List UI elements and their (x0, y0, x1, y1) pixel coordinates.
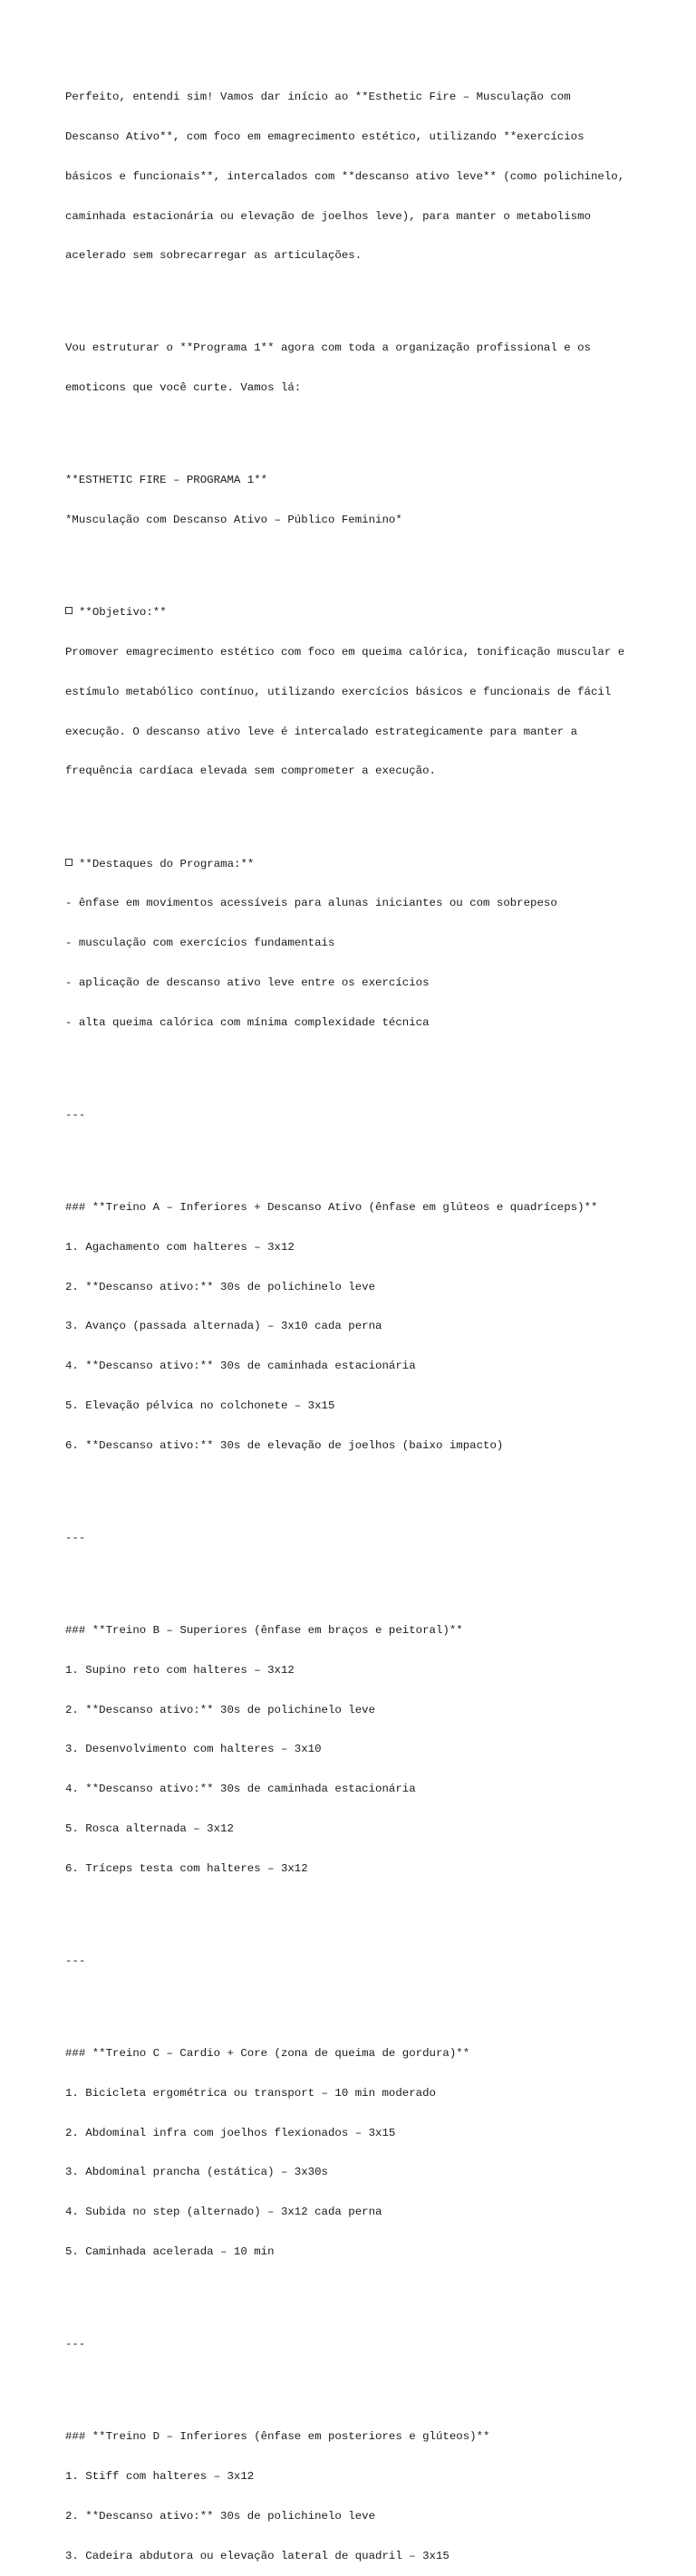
separator: --- (65, 1531, 86, 1544)
objective-heading-line (65, 606, 682, 620)
workout-d-heading: ### **Treino D – Inferiores (ênfase em posteriores e glúteos)** (65, 2430, 490, 2444)
workout-a-item: 2. **Descanso ativo:** 30s de polichinelo leve (65, 1280, 376, 1293)
workout-a-item: 4. **Descanso ativo:** 30s de caminhada estacionária (65, 1360, 416, 1373)
workout-d-item: 3. Cadeira abdutora ou elevação lateral de quadril – 3x15 (65, 2549, 450, 2562)
workout-c-item: 1. Bicicleta ergométrica ou transport – 10 min moderado (65, 2086, 436, 2100)
box-icon (65, 607, 72, 614)
workout-c-item: 5. Caminhada acelerada – 10 min (65, 2244, 275, 2258)
separator: --- (65, 1954, 86, 1967)
highlight-item: - aplicação de descanso ativo leve entre os exercícios (65, 976, 430, 989)
intro-line: acelerado sem sobrecarregar as articulações. (65, 249, 362, 263)
workout-b-item: 2. **Descanso ativo:** 30s de polichinelo leve (65, 1703, 376, 1716)
objective-text-line: execução. O descanso ativo leve é intercalado estrategicamente para manter a (65, 725, 578, 738)
highlights-heading: **Destaques do Programa:** (79, 857, 255, 870)
workout-c-heading: ### **Treino C – Cardio + Core (zona de queima de gordura)** (65, 2047, 470, 2061)
workout-d-item: 2. **Descanso ativo:** 30s de polichinelo leve (65, 2509, 376, 2523)
highlight-item: - alta queima calórica com mínima complexidade técnica (65, 1015, 430, 1029)
plan-intro-line: emoticons que você curte. Vamos lá: (65, 381, 302, 395)
document-body (65, 64, 682, 2576)
plan-intro-line: Vou estruturar o **Programa 1** agora com toda a organização profissional e os (65, 341, 591, 355)
highlight-item: - musculação com exercícios fundamentais (65, 937, 335, 950)
highlights-heading-line (65, 858, 682, 871)
workout-b-item: 4. **Descanso ativo:** 30s de caminhada estacionária (65, 1783, 416, 1796)
objective-text-line: Promover emagrecimento estético com foco em queima calórica, tonificação muscular e (65, 646, 625, 659)
workout-a-item: 3. Avanço (passada alternada) – 3x10 cada perna (65, 1320, 382, 1333)
workout-b-heading: ### **Treino B – Superiores (ênfase em braços e peitoral)** (65, 1624, 463, 1638)
intro-line: básicos e funcionais**, intercalados com **descanso ativo leve** (como polichinelo, (65, 169, 625, 183)
workout-c-item: 4. Subida no step (alternado) – 3x12 cada perna (65, 2206, 382, 2219)
workout-b-item: 5. Rosca alternada – 3x12 (65, 1821, 234, 1835)
workout-d-item: 1. Stiff com halteres – 3x12 (65, 2470, 255, 2484)
intro-line: caminhada estacionária ou elevação de joelhos leve), para manter o metabolismo (65, 209, 591, 223)
objective-text-line: frequência cardíaca elevada sem comprometer a execução. (65, 764, 436, 778)
workout-b-item: 3. Desenvolvimento com halteres – 3x10 (65, 1743, 322, 1756)
workout-c-item: 2. Abdominal infra com joelhos flexionados – 3x15 (65, 2126, 396, 2139)
objective-heading: **Objetivo:** (79, 606, 167, 620)
program-title: **ESTHETIC FIRE – PROGRAMA 1** (65, 474, 268, 487)
workout-a-item: 5. Elevação pélvica no colchonete – 3x15 (65, 1399, 335, 1412)
separator: --- (65, 1108, 86, 1121)
workout-c-item: 3. Abdominal prancha (estática) – 3x30s (65, 2166, 328, 2179)
intro-line: Perfeito, entendi sim! Vamos dar início ao **Esthetic Fire – Musculação com (65, 91, 571, 104)
box-icon (65, 859, 72, 866)
intro-line: Descanso Ativo**, com foco em emagrecimento estético, utilizando **exercícios (65, 130, 585, 143)
workout-a-heading: ### **Treino A – Inferiores + Descanso Ativo (ênfase em glúteos e quadríceps)** (65, 1201, 598, 1215)
workout-b-item: 1. Supino reto com halteres – 3x12 (65, 1663, 295, 1677)
highlight-item: - ênfase em movimentos acessíveis para alunas iniciantes ou com sobrepeso (65, 897, 557, 910)
separator: --- (65, 2338, 86, 2351)
workout-b-item: 6. Tríceps testa com halteres – 3x12 (65, 1861, 308, 1875)
workout-a-item: 6. **Descanso ativo:** 30s de elevação de joelhos (baixo impacto) (65, 1438, 504, 1452)
workout-a-item: 1. Agachamento com halteres – 3x12 (65, 1240, 295, 1254)
program-subtitle: *Musculação com Descanso Ativo – Público Feminino* (65, 514, 402, 527)
objective-text-line: estímulo metabólico contínuo, utilizando exercícios básicos e funcionais de fácil (65, 685, 612, 698)
